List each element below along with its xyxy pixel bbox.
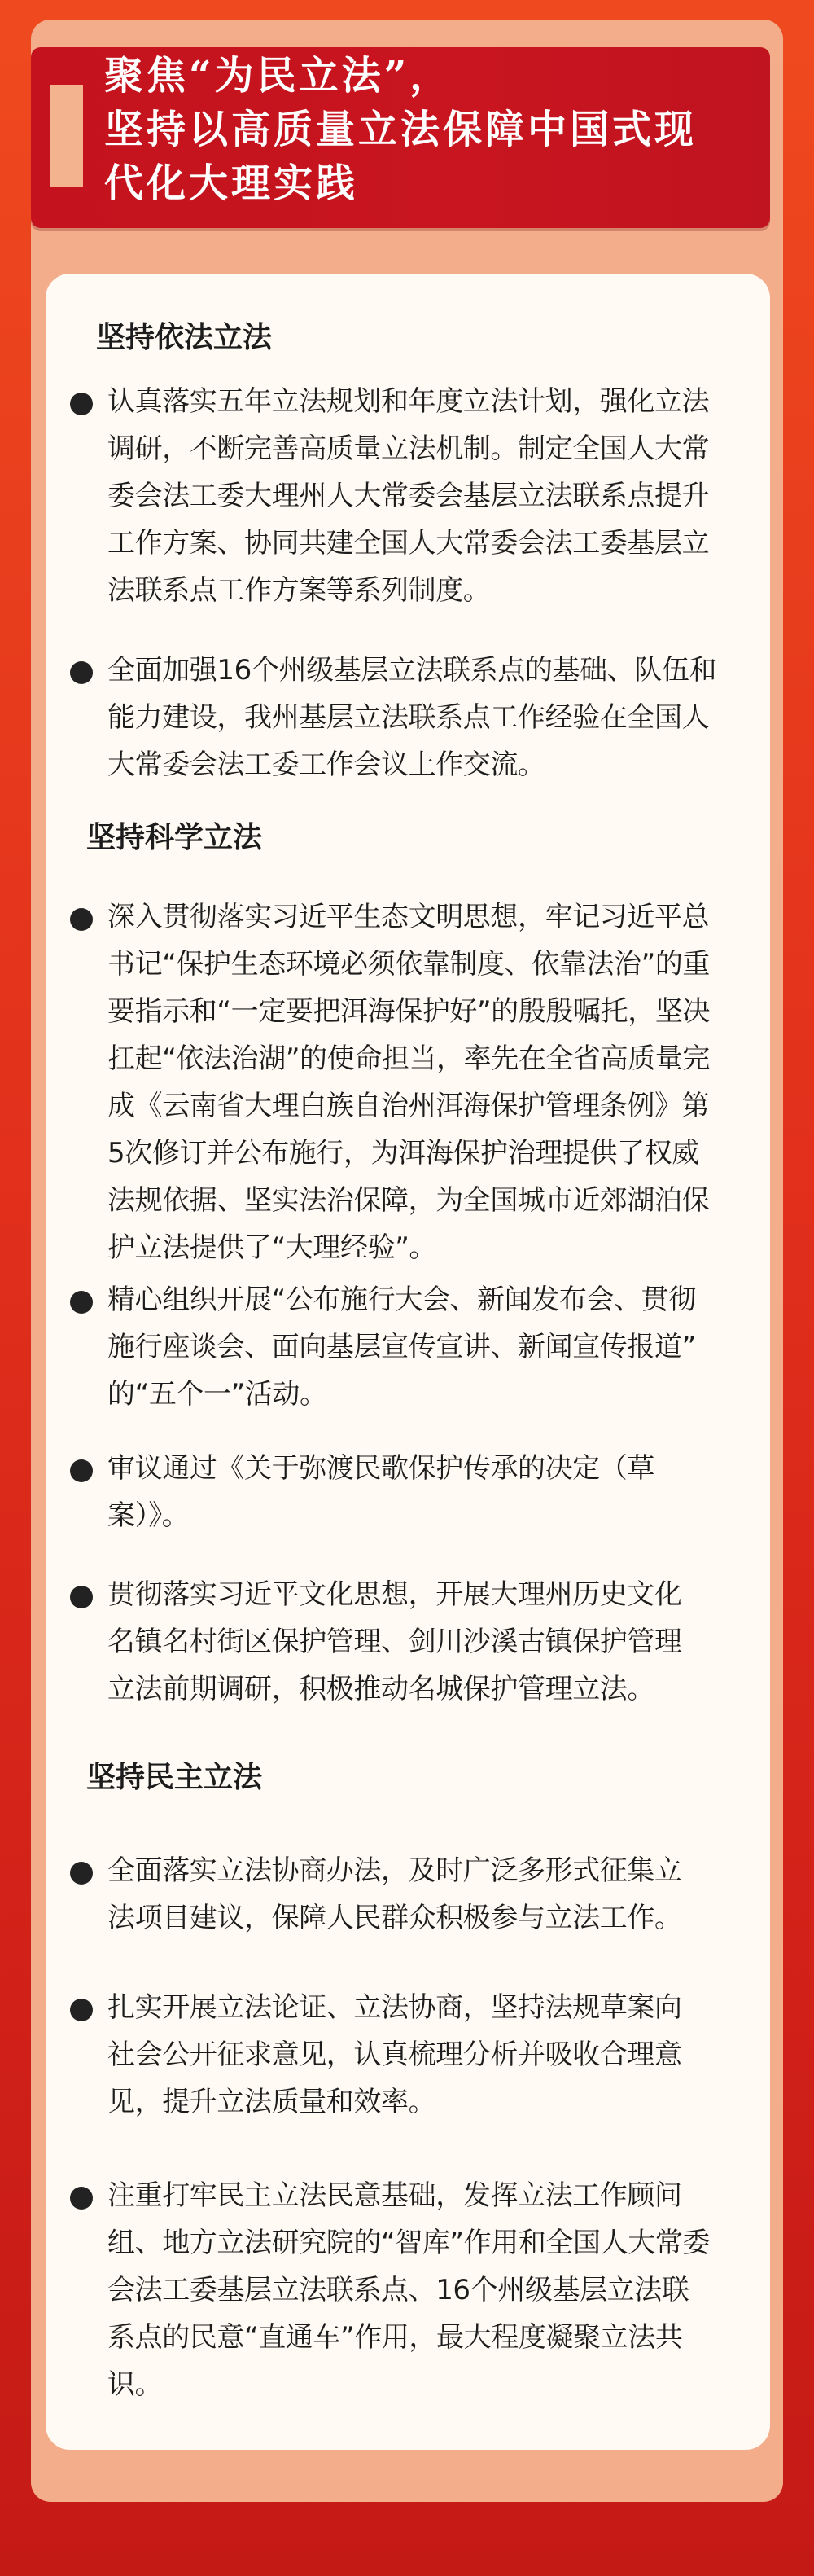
section-heading-scientific: 坚持科学立法 [86,821,263,854]
list-item-line: 全面落实立法协商办法，及时广泛多形式征集立 [107,1854,682,1887]
list-item-line: 施行座谈会、面向基层宣传宣讲、新闻宣传报道” [107,1331,696,1363]
list-item-line: 成《云南省大理白族自治州洱海保护管理条例》第 [107,1090,710,1122]
list-item-line: 精心组织开展“公布施行大会、新闻发布会、贯彻 [107,1284,696,1316]
list-item-line: 要指示和“一定要把洱海保护好”的殷殷嘱托，坚决 [107,995,711,1028]
bullet-dot [70,908,93,931]
list-item-line: 名镇名村街区保护管理、剑川沙溪古镇保护管理 [107,1626,682,1658]
list-item-line: 系点的民意“直通车”作用，最大程度凝聚立法共 [107,2321,683,2354]
list-item-line: 会法工委基层立法联系点、16个州级基层立法联 [107,2274,689,2306]
list-item-line: 审议通过《关于弥渡民歌保护传承的决定（草 [107,1452,654,1485]
bullet-dot [70,1862,93,1885]
bullet-dot [70,2187,93,2210]
list-item-text [107,1571,759,1713]
bullet-dot [70,1586,93,1608]
list-item-line: 5次修订并公布施行，为洱海保护治理提供了权威 [107,1137,699,1170]
list-item-line: 案）》。 [107,1499,190,1532]
list-item-line: 法项目建议，保障人民群众积极参与立法工作。 [107,1902,682,1934]
list-item-line: 调研，不断完善高质量立法机制。制定全国人大常 [107,432,710,465]
bullet-dot [70,1459,93,1482]
section-heading-democratic: 坚持民主立法 [86,1761,263,1794]
list-item-line: 全面加强16个州级基层立法联系点的基础、队伍和 [107,654,717,687]
page-title-line: 聚焦“为民立法”， [104,53,453,99]
list-item-line: 扛起“依法治湖”的使命担当，率先在全省高质量完 [107,1042,711,1075]
list-item-line: 工作方案、协同共建全国人大常委会法工委基层立 [107,527,710,560]
list-item-line: 识。 [107,2368,163,2401]
list-item-line: 注重打牢民主立法民意基础，发挥立法工作顾问 [107,2179,682,2212]
header-accent-bar [50,85,83,187]
bullet-dot [70,1291,93,1314]
page-title-line: 坚持以高质量立法保障中国式现 [104,107,698,152]
list-item-line: 委会法工委大理州人大常委会基层立法联系点提升 [107,480,710,512]
list-item-text [107,378,759,614]
list-item-line: 能力建设，我州基层立法联系点工作经验在全国人 [107,701,710,734]
list-item-line: 见，提升立法质量和效率。 [107,2086,436,2118]
list-item-line: 的“五个一”活动。 [107,1378,327,1411]
page-title [104,49,755,210]
list-item-text [107,893,759,1271]
list-item-text [107,1847,759,1942]
list-item-line: 深入贯彻落实习近平生态文明思想，牢记习近平总 [107,901,710,933]
bullet-dot [70,393,93,415]
list-item-line: 认真落实五年立法规划和年度立法计划，强化立法 [107,385,710,418]
list-item-line: 社会公开征求意见，认真梳理分析并吸收合理意 [107,2038,682,2071]
list-item-line: 法规依据、坚实法治保障，为全国城市近郊湖泊保 [107,1184,710,1217]
list-item-line: 贯彻落实习近平文化思想，开展大理州历史文化 [107,1578,682,1611]
list-item-text [107,2172,759,2408]
list-item-text [107,1445,759,1539]
list-item-text [107,647,759,788]
page-title-line: 代化大理实践 [104,160,359,206]
list-item-line: 法联系点工作方案等系列制度。 [107,574,491,607]
list-item-line: 组、地方立法研究院的“智库”作用和全国人大常委 [107,2227,711,2259]
list-item-text [107,1276,759,1418]
list-item-line: 立法前期调研，积极推动名城保护管理立法。 [107,1673,654,1705]
list-item-line: 书记“保护生态环境必须依靠制度、依靠法治”的重 [107,948,711,981]
bullet-dot [70,1999,93,2021]
list-item-line: 大常委会法工委工作会议上作交流。 [107,748,545,781]
section-heading-law-based: 坚持依法立法 [96,321,273,354]
list-item-line: 护立法提供了“大理经验”。 [107,1231,437,1264]
bullet-dot [70,661,93,684]
list-item-line: 扎实开展立法论证、立法协商，坚持法规草案向 [107,1991,682,2024]
list-item-text [107,1984,759,2126]
